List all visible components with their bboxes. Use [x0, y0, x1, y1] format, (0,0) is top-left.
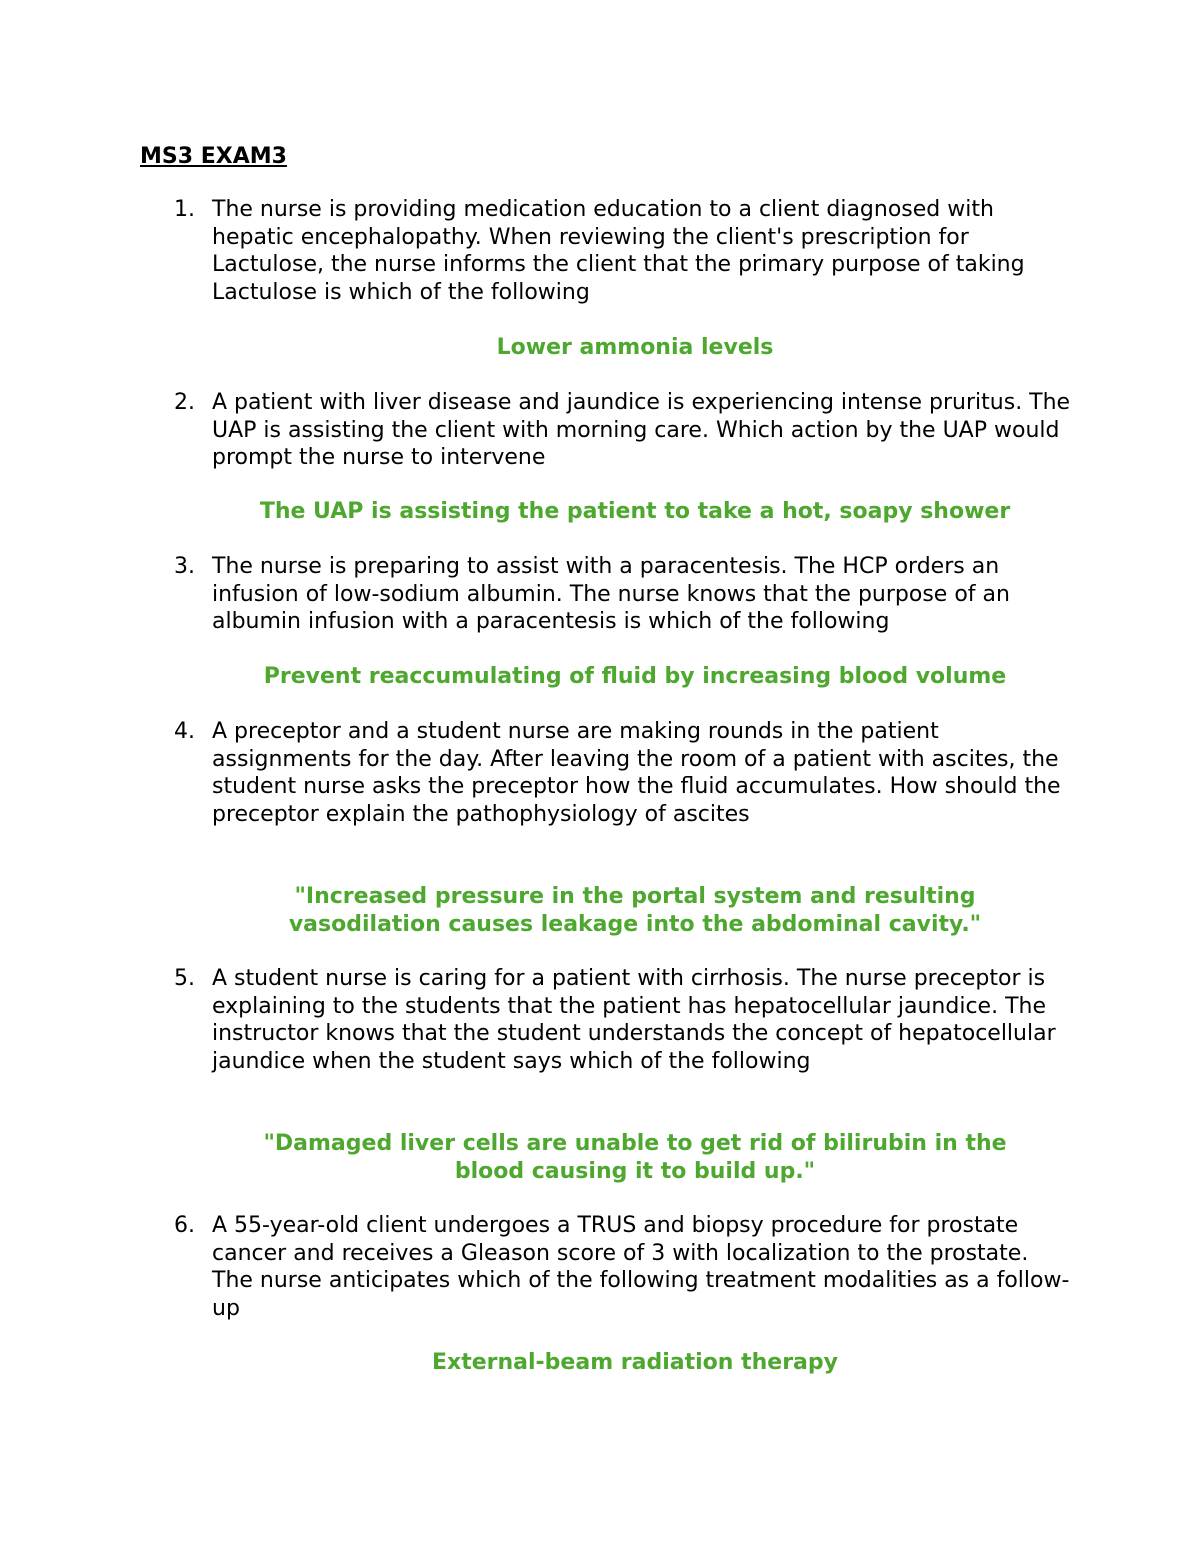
answer-2: The UAP is assisting the patient to take a hot, soapy shower [259, 499, 1011, 524]
answer-5: "Damaged liver cells are unable to get rid of bilirubin in the blood causing it to build up." [263, 1131, 1007, 1184]
answer-3: Prevent reaccumulating of fluid by increasing blood volume [263, 664, 1007, 689]
question-text: The nurse is providing medication education to a client diagnosed with hepatic encephalopathy. When reviewing the client's prescription for Lactulose, the nurse informs the client that the primary purpose of taking Lactulose is which of the following [212, 197, 1025, 305]
question-number: 3. [174, 554, 195, 579]
question-text: The nurse is preparing to assist with a paracentesis. The HCP orders an infusion of low-sodium albumin. The nurse knows that the purpose of an albumin infusion with a paracentesis is which of the following [212, 554, 1010, 634]
question-number: 4. [174, 719, 195, 744]
question-number: 6. [174, 1213, 195, 1238]
question-text: A student nurse is caring for a patient with cirrhosis. The nurse preceptor is explaining to the students that the patient has hepatocellular jaundice. The instructor knows that the student understands the concept of hepatocellular jaundice when the student says which of the following [212, 966, 1056, 1074]
question-text: A preceptor and a student nurse are making rounds in the patient assignments for the day. After leaving the room of a patient with ascites, the student nurse asks the preceptor how the fluid accumulates. How should the preceptor explain the pathophysiology of ascites [212, 719, 1061, 827]
document-title: MS3 EXAM3 [140, 144, 287, 169]
question-text: A patient with liver disease and jaundice is experiencing intense pruritus. The UAP is assisting the client with morning care. Which action by the UAP would prompt the nurse to intervene [212, 390, 1071, 470]
answer-1: Lower ammonia levels [496, 335, 774, 360]
question-text: A 55-year-old client undergoes a TRUS and biopsy procedure for prostate cancer and receives a Gleason score of 3 with localization to the prostate. The nurse anticipates which of the following treatment modalities as a follow-up [212, 1213, 1070, 1321]
question-number: 2. [174, 390, 195, 415]
question-number: 5. [174, 966, 195, 991]
question-number: 1. [174, 197, 195, 222]
answer-4: "Increased pressure in the portal system and resulting vasodilation causes leakage into the abdominal cavity." [288, 884, 982, 937]
answer-6: External-beam radiation therapy [432, 1350, 838, 1375]
